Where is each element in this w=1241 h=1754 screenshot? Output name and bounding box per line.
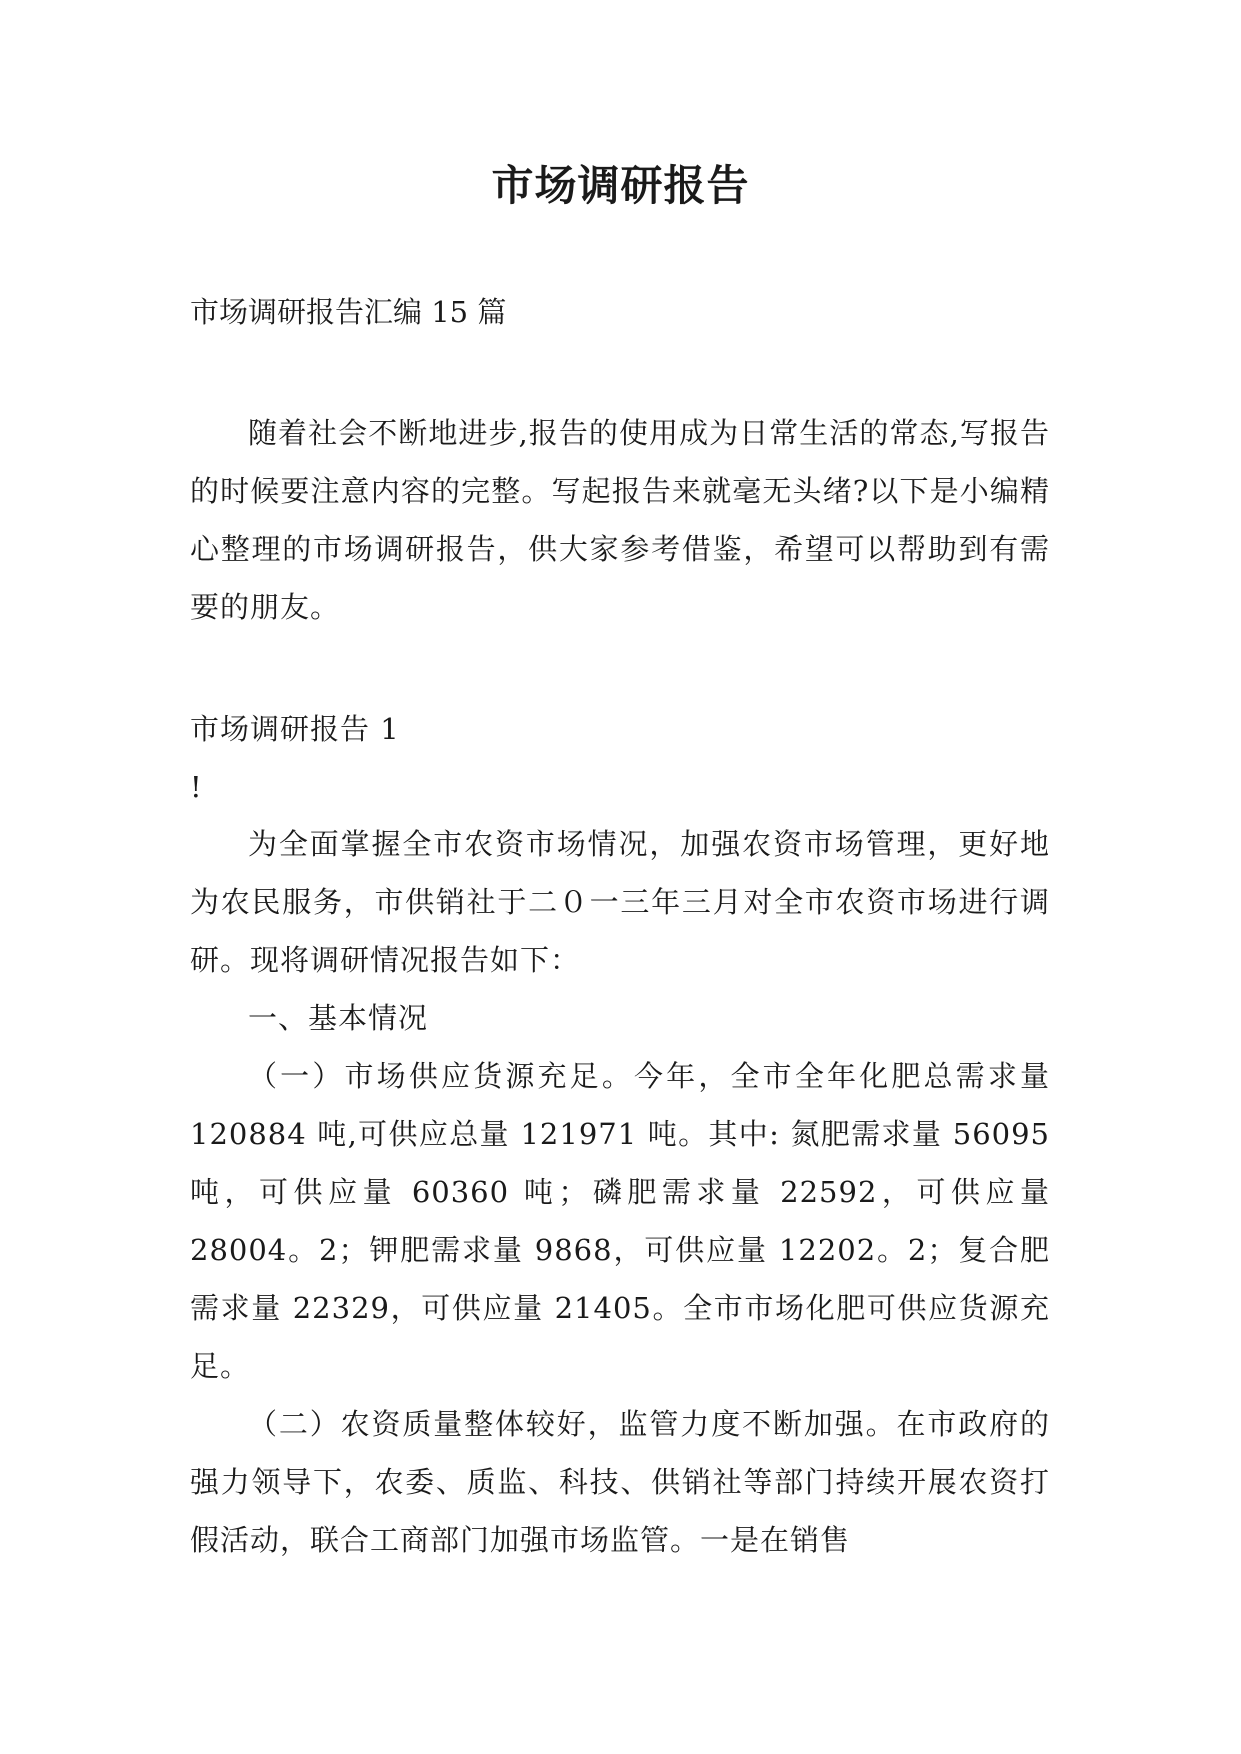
section-paragraph: （二）农资质量整体较好，监管力度不断加强。在市政府的强力领导下，农委、质监、科技、供销社等部门持续开展农资打假活动，联合工商部门加强市场监管。一是在销售 <box>190 1407 1050 1557</box>
section-subheading: 一、基本情况 <box>248 1001 429 1035</box>
intro-block <box>190 404 1050 636</box>
section-header-block <box>190 700 1050 816</box>
document-title: 市场调研报告 <box>491 161 750 210</box>
section-body <box>190 815 1050 1569</box>
section-paragraph: （一）市场供应货源充足。今年，全市全年化肥总需求量 120884 吨,可供应总量 121971 吨。其中: 氮肥需求量 56095吨，可供应量 60360 吨；磷肥需求量 22592，可供应量28004。2；钾肥需求量 9868，可供应量 12202。2；复合肥需求量 22329，可供应量 21405。全市市场化肥可供应货源充足。 <box>190 1059 1050 1383</box>
section-paragraph: 为全面掌握全市农资市场情况，加强农资市场管理，更好地为农民服务，市供销社于二０一三年三月对全市农资市场进行调研。现将调研情况报告如下： <box>190 827 1050 977</box>
intro-paragraph: 随着社会不断地进步,报告的使用成为日常生活的常态,写报告的时候要注意内容的完整。写起报告来就毫无头绪?以下是小编精心整理的市场调研报告，供大家参考借鉴，希望可以帮助到有需要的朋友。 <box>190 416 1050 624</box>
document-subtitle: 市场调研报告汇编 15 篇 <box>190 295 507 329</box>
section-mark: ! <box>190 770 203 804</box>
section-heading: 市场调研报告 1 <box>190 712 400 746</box>
